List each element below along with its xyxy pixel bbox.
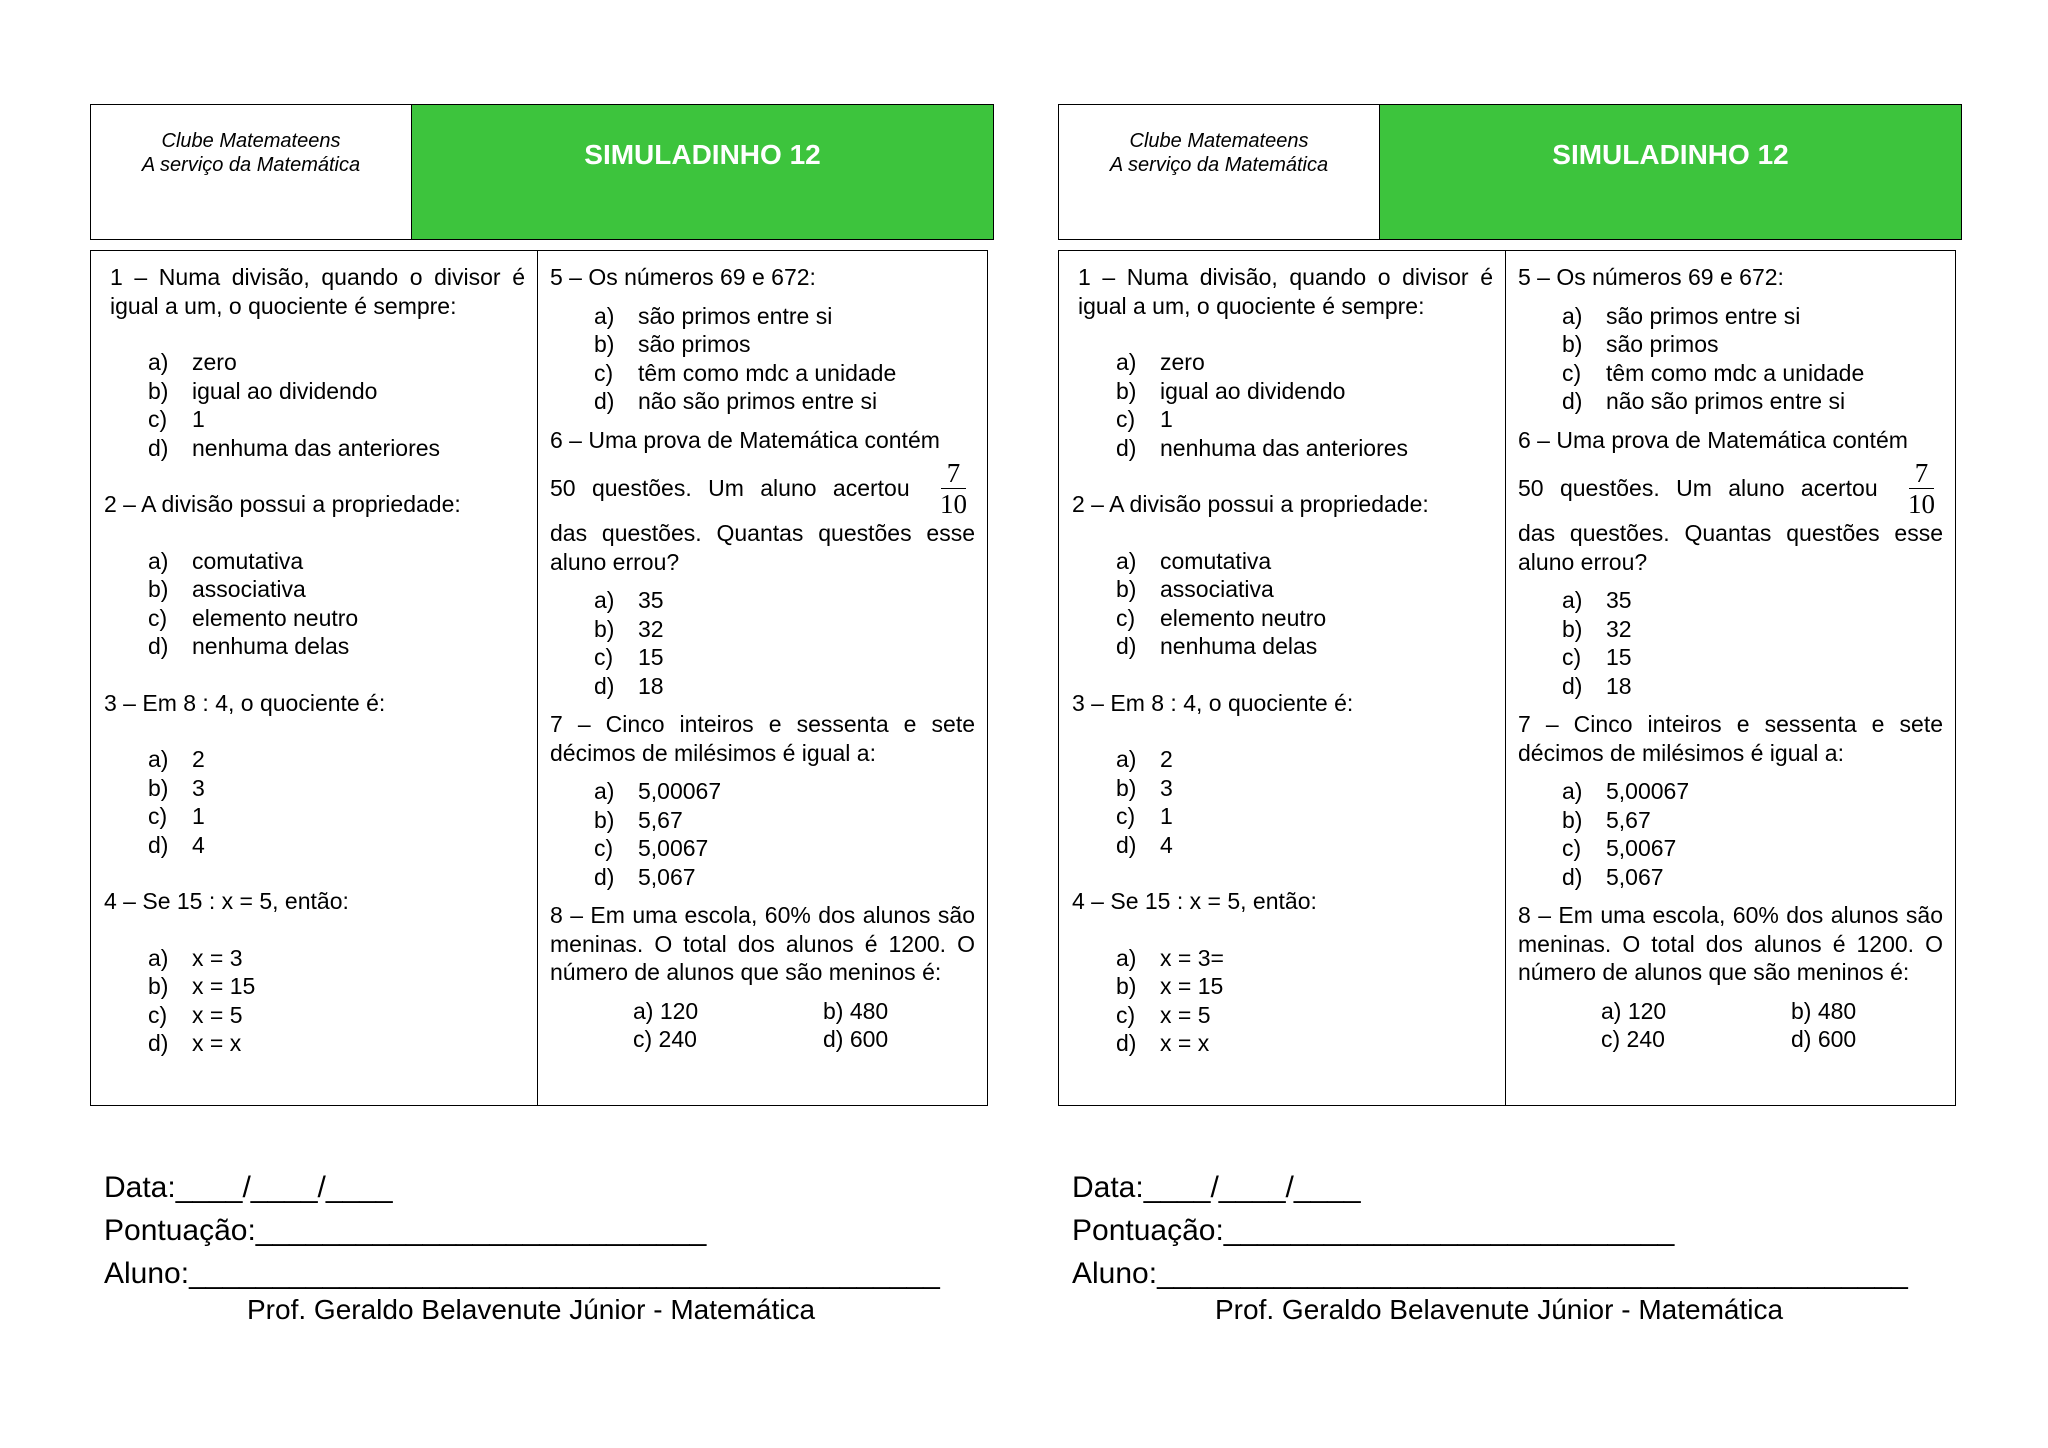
option-text: 5,0067 <box>638 835 709 861</box>
option-letter: a) <box>148 349 169 375</box>
option: c) 240 <box>633 1026 697 1052</box>
student-name-line: Aluno:_____________________________________________ <box>104 1257 940 1290</box>
question-text: 4 – Se 15 : x = 5, então: <box>104 888 349 914</box>
option: b) 480 <box>1791 997 1857 1024</box>
option <box>1116 972 1493 1001</box>
option-letter: c) <box>1116 803 1136 829</box>
option <box>594 302 975 331</box>
option-text: 32 <box>1606 615 1632 642</box>
options-list <box>550 302 975 416</box>
option <box>1116 405 1493 434</box>
option-text: 3 <box>1160 774 1173 801</box>
option-letter: b) <box>1116 973 1137 999</box>
options-list <box>1072 547 1493 661</box>
option-text: são primos entre si <box>638 302 833 329</box>
option: a) 120 <box>633 997 699 1024</box>
options-list <box>1518 302 1943 416</box>
question-text: 2 – A divisão possui a propriedade: <box>104 491 461 517</box>
options-list <box>550 777 975 891</box>
options-list <box>1518 586 1943 700</box>
option-text: não são primos entre si <box>1606 388 1846 414</box>
option-text: 1 <box>1160 803 1173 829</box>
option-letter: a) <box>1562 587 1583 613</box>
fraction <box>940 458 967 519</box>
option-letter: d) <box>1116 1030 1137 1056</box>
question-text: 3 – Em 8 : 4, o quociente é: <box>1072 689 1354 716</box>
questions-left-column <box>91 251 538 1105</box>
option-letter: c) <box>1562 359 1582 386</box>
option-letter: d) <box>148 434 169 461</box>
option-letter: c) <box>1116 406 1136 432</box>
options-list <box>104 745 525 859</box>
teacher-credit: Prof. Geraldo Belavenute Júnior - Matemática <box>247 1294 816 1325</box>
option-text: igual ao dividendo <box>192 377 378 404</box>
options-list <box>1072 745 1493 859</box>
question-text: 6 – Uma prova de Matemática contém <box>550 426 940 453</box>
question-text: 4 – Se 15 : x = 5, então: <box>1072 888 1317 914</box>
option-letter: b) <box>1562 615 1583 642</box>
option <box>148 802 525 831</box>
option <box>1562 302 1943 331</box>
question-text: 8 – Em uma escola, 60% dos alunos são meninas. O total dos alunos é 1200. O número de alunos que são meninos é: <box>550 902 975 985</box>
fraction-denominator: 10 <box>940 489 967 519</box>
quiz-footer <box>104 1166 1000 1325</box>
option-letter: d) <box>1116 633 1137 659</box>
quiz-title: SIMULADINHO 12 <box>412 105 993 239</box>
club-name <box>91 105 412 239</box>
option <box>148 1001 525 1030</box>
option <box>1562 387 1943 416</box>
option-text: têm como mdc a unidade <box>638 359 897 386</box>
options-list <box>104 547 525 661</box>
option-letter: c) <box>1562 644 1582 670</box>
option <box>1562 615 1943 644</box>
option <box>1116 774 1493 803</box>
teacher-credit: Prof. Geraldo Belavenute Júnior - Matemática <box>1215 1294 1784 1325</box>
questions-right-column <box>538 251 987 1105</box>
question-5 <box>550 263 975 416</box>
option-text: elemento neutro <box>1160 604 1327 631</box>
fraction-numerator: 7 <box>1909 458 1935 489</box>
option <box>594 672 975 701</box>
option-text: 5,0067 <box>1606 835 1677 861</box>
option-text: 4 <box>192 831 205 858</box>
option <box>594 359 975 388</box>
fraction <box>1908 458 1935 519</box>
option <box>148 348 525 377</box>
option <box>594 643 975 672</box>
option-letter: d) <box>148 831 169 858</box>
option-letter: a) <box>148 547 169 574</box>
option-letter: b) <box>148 576 169 602</box>
question-6 <box>1518 426 1943 701</box>
club-name <box>1059 105 1380 239</box>
option <box>1116 1001 1493 1030</box>
option-text: igual ao dividendo <box>1160 377 1346 404</box>
option <box>1116 604 1493 633</box>
question-1 <box>1072 263 1493 462</box>
question-7 <box>550 710 975 891</box>
question-text-fraction-line <box>1518 458 1943 519</box>
option-text: x = 5 <box>192 1001 243 1028</box>
options-list <box>1518 777 1943 891</box>
option <box>1116 745 1493 774</box>
option-letter: b) <box>148 377 169 404</box>
club-name-line: Clube Matemateens <box>161 130 341 152</box>
question-text: das questões. Quantas questões esse aluno errou? <box>1518 520 1943 575</box>
date-score-line: Data:____/____/____ Pontuação:___________________________ <box>1072 1171 1675 1247</box>
option <box>594 777 975 806</box>
question-text: 6 – Uma prova de Matemática contém <box>1518 426 1908 453</box>
options-list <box>1072 348 1493 462</box>
question-text-fraction-line <box>550 458 975 519</box>
option-text: 2 <box>1160 746 1173 772</box>
option-text: 15 <box>1606 644 1632 670</box>
option-text: x = 15 <box>192 973 256 999</box>
quiz-header <box>1058 104 1962 240</box>
option-letter: d) <box>148 1030 169 1056</box>
option <box>1116 632 1493 661</box>
question-5 <box>1518 263 1943 416</box>
option-text: 1 <box>192 406 205 432</box>
option <box>1562 672 1943 701</box>
fraction-numerator: 7 <box>941 458 967 489</box>
question-text: 7 – Cinco inteiros e sessenta e sete décimos de milésimos é igual a: <box>550 711 975 766</box>
option-letter: a) <box>594 778 615 804</box>
option-letter: d) <box>594 863 615 890</box>
option-letter: c) <box>148 803 168 829</box>
option-text: nenhuma delas <box>192 633 350 659</box>
option <box>1116 802 1493 831</box>
option <box>1116 434 1493 463</box>
options-list <box>550 586 975 700</box>
option-letter: a) <box>1116 746 1137 772</box>
option-letter: a) <box>1562 302 1583 329</box>
option-letter: a) <box>594 302 615 329</box>
option-text: são primos entre si <box>1606 302 1801 329</box>
option-letter: b) <box>594 806 615 833</box>
option <box>1116 377 1493 406</box>
option <box>1562 330 1943 359</box>
options-list <box>104 944 525 1058</box>
question-7 <box>1518 710 1943 891</box>
option <box>594 586 975 615</box>
option-text: 35 <box>638 587 664 613</box>
option-text: nenhuma das anteriores <box>1160 434 1409 461</box>
question-4 <box>104 887 525 1058</box>
question-8 <box>1518 901 1943 1054</box>
option-text: são primos <box>1606 331 1719 357</box>
option-text: 2 <box>192 746 205 772</box>
option <box>148 377 525 406</box>
option <box>1562 586 1943 615</box>
question-text: 5 – Os números 69 e 672: <box>1518 264 1784 290</box>
questions-left-column <box>1059 251 1506 1105</box>
option-letter: d) <box>148 633 169 659</box>
option-text: x = 5 <box>1160 1001 1211 1028</box>
option-text: 5,67 <box>1606 806 1651 833</box>
date-score-line: Data:____/____/____ Pontuação:___________________________ <box>104 1171 707 1247</box>
option <box>594 387 975 416</box>
option-text: associativa <box>192 576 306 602</box>
option <box>1562 806 1943 835</box>
option-text: têm como mdc a unidade <box>1606 359 1865 386</box>
option-text: 5,067 <box>1606 863 1664 890</box>
option-text: x = 3 <box>192 944 243 971</box>
option <box>148 774 525 803</box>
option-letter: a) <box>594 587 615 613</box>
option <box>594 863 975 892</box>
fraction-denominator: 10 <box>1908 489 1935 519</box>
option-letter: c) <box>1116 604 1136 631</box>
option <box>148 632 525 661</box>
quiz-header <box>90 104 994 240</box>
quiz-footer <box>1072 1166 1968 1325</box>
option-text: 5,67 <box>638 806 683 833</box>
option-letter: d) <box>1562 388 1583 414</box>
option-text: 5,00067 <box>638 778 722 804</box>
option <box>148 575 525 604</box>
option-letter: d) <box>594 388 615 414</box>
question-text: 50 questões. Um aluno acertou <box>1518 475 1878 502</box>
option-text: 4 <box>1160 831 1173 858</box>
option <box>148 972 525 1001</box>
option <box>148 434 525 463</box>
option-letter: c) <box>594 359 614 386</box>
option <box>1116 575 1493 604</box>
option: b) 480 <box>823 997 889 1024</box>
question-6 <box>550 426 975 701</box>
question-text: 1 – Numa divisão, quando o divisor é igual a um, o quociente é sempre: <box>110 264 525 319</box>
option-letter: c) <box>594 835 614 861</box>
question-text: 3 – Em 8 : 4, o quociente é: <box>104 689 386 716</box>
question-text: 2 – A divisão possui a propriedade: <box>1072 491 1429 517</box>
option-letter: a) <box>1116 547 1137 574</box>
question-1 <box>104 263 525 462</box>
option-letter: c) <box>594 644 614 670</box>
option-text: 32 <box>638 615 664 642</box>
option-letter: b) <box>1116 377 1137 404</box>
option-text: 18 <box>1606 672 1632 699</box>
option-text: comutativa <box>1160 547 1272 574</box>
option <box>1562 777 1943 806</box>
question-text: 1 – Numa divisão, quando o divisor é igual a um, o quociente é sempre: <box>1078 264 1493 319</box>
option: d) 600 <box>823 1026 889 1052</box>
option <box>594 806 975 835</box>
question-3 <box>104 689 525 860</box>
option-letter: d) <box>1116 434 1137 461</box>
option-text: não são primos entre si <box>638 388 878 414</box>
option-letter: d) <box>1562 863 1583 890</box>
question-text: 5 – Os números 69 e 672: <box>550 264 816 290</box>
club-name-line: Clube Matemateens <box>1129 130 1309 152</box>
club-slogan: A serviço da Matemática <box>141 154 361 176</box>
option: d) 600 <box>1791 1026 1857 1052</box>
question-4 <box>1072 887 1493 1058</box>
option: a) 120 <box>1601 997 1667 1024</box>
option <box>1562 643 1943 672</box>
option: c) 240 <box>1601 1026 1665 1052</box>
options-list <box>1072 944 1493 1058</box>
questions-box <box>90 250 988 1106</box>
option <box>594 330 975 359</box>
option-text: 35 <box>1606 587 1632 613</box>
option-text: 5,00067 <box>1606 778 1690 804</box>
option-letter: a) <box>148 746 169 772</box>
option <box>148 745 525 774</box>
option <box>148 604 525 633</box>
question-text: 50 questões. Um aluno acertou <box>550 475 910 502</box>
option <box>1562 834 1943 863</box>
option-text: x = 3= <box>1160 944 1224 971</box>
question-text: 7 – Cinco inteiros e sessenta e sete décimos de milésimos é igual a: <box>1518 711 1943 766</box>
quiz-title: SIMULADINHO 12 <box>1380 105 1961 239</box>
option-letter: d) <box>1562 672 1583 699</box>
option-text: 1 <box>1160 406 1173 432</box>
option-letter: b) <box>1562 806 1583 833</box>
option-letter: d) <box>594 672 615 699</box>
option-text: x = 15 <box>1160 973 1224 999</box>
option-text: elemento neutro <box>192 604 359 631</box>
option <box>148 944 525 973</box>
questions-right-column <box>1506 251 1955 1105</box>
question-8 <box>550 901 975 1054</box>
options-grid <box>550 997 975 1054</box>
option-text: x = x <box>192 1030 242 1056</box>
option <box>148 1029 525 1058</box>
option-text: 1 <box>192 803 205 829</box>
option-letter: d) <box>1116 831 1137 858</box>
option <box>1116 547 1493 576</box>
option <box>1116 944 1493 973</box>
option <box>1116 831 1493 860</box>
option-text: x = x <box>1160 1030 1210 1056</box>
option-letter: c) <box>1562 835 1582 861</box>
option-letter: c) <box>148 406 168 432</box>
option <box>148 831 525 860</box>
option-letter: b) <box>1116 576 1137 602</box>
option-text: 15 <box>638 644 664 670</box>
question-3 <box>1072 689 1493 860</box>
option-letter: b) <box>1116 774 1137 801</box>
option-letter: b) <box>594 331 615 357</box>
option-letter: b) <box>594 615 615 642</box>
quiz-sheet <box>968 0 1968 1448</box>
option-letter: b) <box>1562 331 1583 357</box>
option-text: 3 <box>192 774 205 801</box>
option <box>594 615 975 644</box>
option-letter: c) <box>148 1001 168 1028</box>
option-letter: a) <box>1116 349 1137 375</box>
question-text: 8 – Em uma escola, 60% dos alunos são meninas. O total dos alunos é 1200. O número de alunos que são meninos é: <box>1518 902 1943 985</box>
option-text: associativa <box>1160 576 1274 602</box>
option-text: comutativa <box>192 547 304 574</box>
option <box>594 834 975 863</box>
option-text: 5,067 <box>638 863 696 890</box>
option <box>1116 348 1493 377</box>
option-letter: c) <box>148 604 168 631</box>
option-text: nenhuma delas <box>1160 633 1318 659</box>
options-list <box>104 348 525 462</box>
option-letter: a) <box>148 944 169 971</box>
option-letter: a) <box>1116 944 1137 971</box>
option-letter: b) <box>148 774 169 801</box>
question-2 <box>104 490 525 661</box>
question-text: das questões. Quantas questões esse aluno errou? <box>550 520 975 575</box>
option <box>1116 1029 1493 1058</box>
option-letter: c) <box>1116 1001 1136 1028</box>
quiz-sheet <box>0 0 1000 1448</box>
option-letter: b) <box>148 973 169 999</box>
option <box>148 547 525 576</box>
option-text: zero <box>192 349 237 375</box>
question-2 <box>1072 490 1493 661</box>
option-text: 18 <box>638 672 664 699</box>
student-name-line: Aluno:_____________________________________________ <box>1072 1257 1908 1290</box>
option-letter: a) <box>1562 778 1583 804</box>
option <box>1562 359 1943 388</box>
club-slogan: A serviço da Matemática <box>1109 154 1329 176</box>
option-text: nenhuma das anteriores <box>192 434 441 461</box>
option-text: são primos <box>638 331 751 357</box>
questions-box <box>1058 250 1956 1106</box>
option <box>1562 863 1943 892</box>
option-text: zero <box>1160 349 1205 375</box>
option <box>148 405 525 434</box>
options-grid <box>1518 997 1943 1054</box>
